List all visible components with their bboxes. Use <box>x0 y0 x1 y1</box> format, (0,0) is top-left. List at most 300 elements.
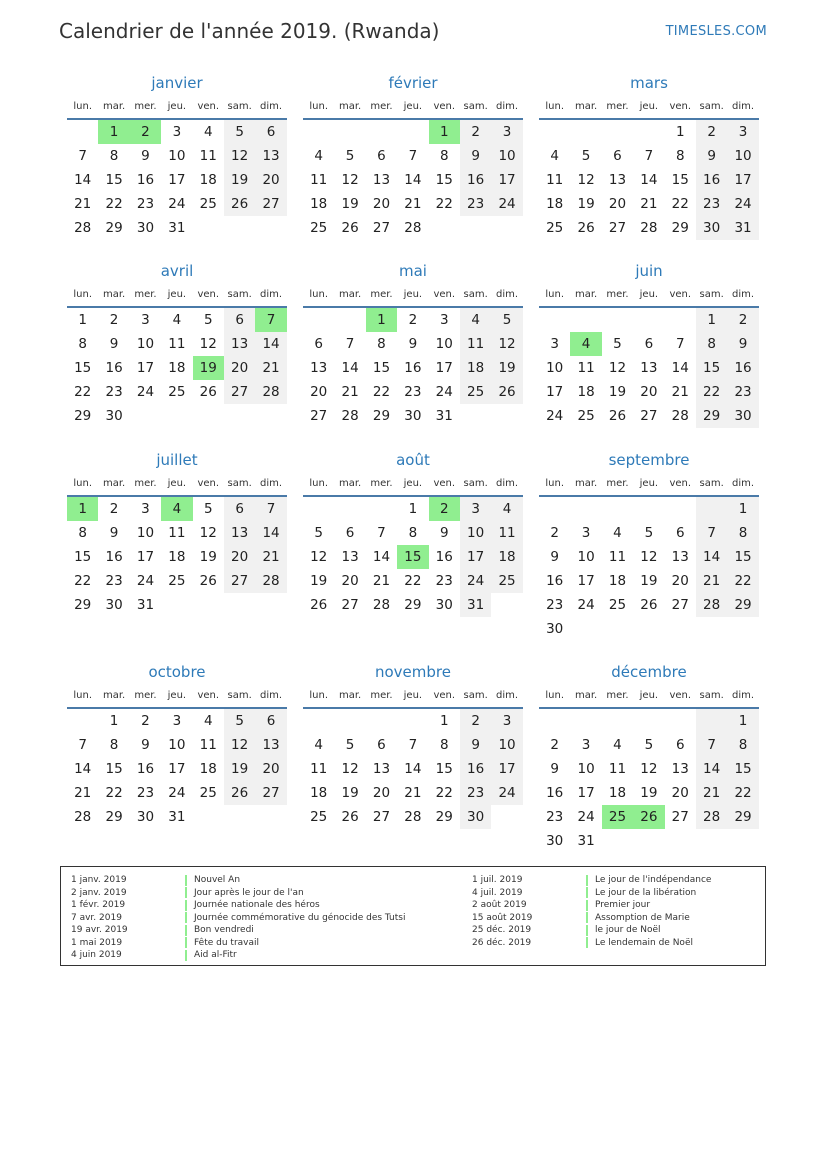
empty-day <box>696 709 727 733</box>
legend-row <box>71 949 405 962</box>
day: 28 <box>372 597 391 613</box>
day: 11 <box>199 737 217 753</box>
holiday-date: 15 août 2019 <box>472 912 533 923</box>
weekend-day: 19 <box>224 168 255 192</box>
weekend-day: 20 <box>255 168 286 192</box>
empty-day <box>193 805 224 829</box>
weekday-label: lun. <box>309 100 329 112</box>
legend-row <box>472 887 711 900</box>
weekend-day: 14 <box>255 332 286 356</box>
weekday-label: mar. <box>574 477 598 489</box>
day: 10 <box>435 336 453 352</box>
day: 31 <box>136 597 155 613</box>
day: 24 <box>168 785 186 801</box>
day: 21 <box>404 196 422 212</box>
empty-day <box>696 497 727 521</box>
day: 21 <box>341 384 359 400</box>
holiday-day: 2 <box>130 120 161 144</box>
weekend-day: 12 <box>224 144 255 168</box>
day: 29 <box>404 597 422 613</box>
day: 5 <box>345 148 355 164</box>
day: 20 <box>310 384 328 400</box>
day: 10 <box>577 761 595 777</box>
day: 9 <box>141 737 150 753</box>
weekday-label: ven. <box>433 689 456 701</box>
day: 6 <box>314 336 323 352</box>
empty-day <box>303 709 334 733</box>
day: 20 <box>372 785 391 801</box>
holiday-marker <box>586 900 588 911</box>
weekend-day: 3 <box>460 497 491 521</box>
weekend-day: 31 <box>727 216 758 240</box>
day: 5 <box>613 336 622 352</box>
day: 27 <box>608 220 627 236</box>
empty-day <box>255 216 286 240</box>
weekend-day: 5 <box>491 308 522 332</box>
day: 27 <box>671 809 689 825</box>
day: 3 <box>172 713 182 729</box>
weekday-label: jeu. <box>639 288 659 300</box>
weekday-label: lun. <box>545 689 565 701</box>
day: 11 <box>546 172 564 188</box>
day: 16 <box>404 360 422 376</box>
day: 8 <box>78 336 87 352</box>
day: 26 <box>577 220 595 236</box>
weekend-day: 13 <box>255 733 286 757</box>
weekend-day: 1 <box>727 709 758 733</box>
day: 10 <box>136 525 155 541</box>
day: 30 <box>404 408 422 424</box>
legend-column-right <box>472 874 711 949</box>
day: 17 <box>435 360 453 376</box>
holiday-day: 2 <box>429 497 460 521</box>
day: 3 <box>439 312 449 328</box>
day: 18 <box>546 196 564 212</box>
month-5 <box>539 260 759 428</box>
holiday-date: 25 déc. 2019 <box>472 925 532 936</box>
weekend-day: 21 <box>255 356 286 380</box>
weekend-day: 23 <box>727 380 758 404</box>
day: 25 <box>199 785 217 801</box>
brand-link[interactable]: TIMESLES.COM <box>665 24 767 39</box>
empty-day <box>665 497 696 521</box>
legend-row <box>472 937 711 950</box>
holiday-marker <box>185 875 187 886</box>
holiday-name: Bon vendredi <box>194 925 254 936</box>
day: 20 <box>640 384 658 400</box>
day: 13 <box>671 761 689 777</box>
holiday-day: 1 <box>429 120 460 144</box>
day: 13 <box>640 360 658 376</box>
day: 21 <box>74 196 92 212</box>
weekend-day: 23 <box>696 192 727 216</box>
empty-day <box>460 404 491 428</box>
empty-day <box>397 120 428 144</box>
weekend-day: 21 <box>696 781 727 805</box>
month-name: janvier <box>151 74 203 92</box>
holiday-name: Jour après le jour de l'an <box>194 887 304 898</box>
weekend-day: 17 <box>491 168 522 192</box>
holiday-name: Journée nationale des héros <box>194 900 320 911</box>
day: 15 <box>105 172 123 188</box>
day: 13 <box>341 549 359 565</box>
day: 28 <box>404 220 422 236</box>
day: 23 <box>136 785 155 801</box>
month-name: août <box>396 451 430 469</box>
month-name: juin <box>635 262 663 280</box>
month-name: juillet <box>156 451 198 469</box>
day: 7 <box>675 336 685 352</box>
day: 25 <box>608 597 627 613</box>
holiday-name: Assomption de Marie <box>595 912 690 923</box>
weekend-day: 14 <box>696 757 727 781</box>
day: 2 <box>109 501 119 517</box>
weekend-day: 10 <box>460 521 491 545</box>
weekend-day: 26 <box>491 380 522 404</box>
day: 1 <box>78 312 87 328</box>
day: 23 <box>136 196 155 212</box>
weekend-day: 5 <box>224 709 255 733</box>
day: 18 <box>608 573 627 589</box>
weekday-label: lun. <box>73 288 93 300</box>
weekend-day: 10 <box>727 144 758 168</box>
weekend-day: 11 <box>491 521 522 545</box>
weekday-label: lun. <box>309 477 329 489</box>
day: 8 <box>377 336 386 352</box>
holiday-date: 1 janv. 2019 <box>71 875 127 886</box>
day: 22 <box>105 196 123 212</box>
day: 16 <box>136 761 155 777</box>
weekday-label: sam. <box>463 100 488 112</box>
month-name: octobre <box>148 663 206 681</box>
weekend-day: 28 <box>696 805 727 829</box>
weekday-label: lun. <box>545 477 565 489</box>
weekday-label: dim. <box>260 477 283 489</box>
holiday-marker <box>586 925 588 936</box>
weekday-label: sam. <box>227 100 252 112</box>
day: 3 <box>550 336 559 352</box>
weekday-label: mar. <box>338 689 362 701</box>
month-name: avril <box>160 262 194 280</box>
day: 6 <box>345 525 355 541</box>
day: 20 <box>608 196 627 212</box>
holiday-legend <box>60 866 766 966</box>
day: 26 <box>341 809 359 825</box>
holiday-marker <box>185 887 187 898</box>
empty-day <box>491 805 522 829</box>
legend-column-left <box>71 874 405 962</box>
day: 2 <box>408 312 418 328</box>
weekday-label: mar. <box>338 100 362 112</box>
day: 14 <box>74 761 92 777</box>
day: 30 <box>546 833 564 849</box>
holiday-day: 15 <box>397 545 428 569</box>
day: 26 <box>608 408 627 424</box>
weekend-day: 29 <box>727 593 758 617</box>
empty-day <box>491 404 522 428</box>
weekday-label: lun. <box>73 100 93 112</box>
holiday-marker <box>185 925 187 936</box>
weekend-day: 14 <box>696 545 727 569</box>
weekday-label: ven. <box>669 100 692 112</box>
weekend-day: 2 <box>696 120 727 144</box>
weekend-day: 9 <box>696 144 727 168</box>
weekend-day: 16 <box>460 757 491 781</box>
weekday-header <box>303 282 523 308</box>
empty-day <box>460 216 491 240</box>
day: 25 <box>546 220 564 236</box>
weekend-day: 18 <box>491 545 522 569</box>
weekday-label: mer. <box>606 288 629 300</box>
weekday-label: sam. <box>227 689 252 701</box>
weekend-day: 24 <box>727 192 758 216</box>
day: 11 <box>168 525 186 541</box>
weekday-label: mer. <box>134 100 157 112</box>
day: 24 <box>577 597 595 613</box>
empty-day <box>224 216 255 240</box>
legend-row <box>71 887 405 900</box>
day: 11 <box>310 172 328 188</box>
weekend-day: 25 <box>460 380 491 404</box>
day: 18 <box>310 785 328 801</box>
empty-day <box>696 829 727 853</box>
weekday-label: jeu. <box>403 477 423 489</box>
month-3 <box>67 260 287 428</box>
day-grid <box>303 709 523 829</box>
day: 5 <box>203 312 213 328</box>
holiday-date: 4 juil. 2019 <box>472 887 523 898</box>
day: 18 <box>310 196 328 212</box>
weekday-label: sam. <box>227 288 252 300</box>
empty-day <box>665 709 696 733</box>
weekend-day: 18 <box>460 356 491 380</box>
day: 25 <box>577 408 595 424</box>
month-7 <box>303 449 523 617</box>
weekend-day: 13 <box>224 521 255 545</box>
holiday-marker <box>586 937 588 948</box>
weekday-label: dim. <box>732 100 755 112</box>
holiday-day: 1 <box>98 120 129 144</box>
day: 11 <box>310 761 328 777</box>
weekday-label: mar. <box>102 288 126 300</box>
weekday-label: dim. <box>496 477 519 489</box>
weekend-day: 28 <box>696 593 727 617</box>
empty-day <box>602 709 633 733</box>
weekend-day: 11 <box>460 332 491 356</box>
day: 24 <box>136 384 155 400</box>
weekend-day: 8 <box>727 733 758 757</box>
empty-day <box>334 497 365 521</box>
holiday-date: 2 août 2019 <box>472 900 527 911</box>
day: 5 <box>345 737 355 753</box>
day: 12 <box>199 525 217 541</box>
holiday-date: 2 janv. 2019 <box>71 887 127 898</box>
weekend-day: 14 <box>255 521 286 545</box>
empty-day <box>665 829 696 853</box>
empty-day <box>193 593 224 617</box>
weekday-label: dim. <box>260 100 283 112</box>
day: 20 <box>372 196 391 212</box>
holiday-day: 4 <box>161 497 192 521</box>
empty-day <box>429 216 460 240</box>
weekday-label: sam. <box>463 689 488 701</box>
day: 4 <box>203 124 213 140</box>
holiday-date: 4 juin 2019 <box>71 950 122 961</box>
day: 13 <box>372 761 391 777</box>
weekend-day: 6 <box>224 308 255 332</box>
empty-day <box>633 709 664 733</box>
weekend-day: 26 <box>224 192 255 216</box>
day: 24 <box>168 196 186 212</box>
weekday-label: sam. <box>699 288 724 300</box>
weekend-day: 9 <box>460 733 491 757</box>
empty-day <box>255 805 286 829</box>
month-name: février <box>388 74 438 92</box>
holiday-marker <box>185 912 187 923</box>
empty-day <box>397 709 428 733</box>
weekday-label: mer. <box>370 689 393 701</box>
day: 4 <box>613 525 622 541</box>
day: 10 <box>546 360 564 376</box>
day: 31 <box>168 809 186 825</box>
day: 18 <box>199 761 217 777</box>
empty-day <box>161 404 192 428</box>
empty-day <box>67 120 98 144</box>
weekday-label: mar. <box>574 288 598 300</box>
holiday-name: Le jour de l'indépendance <box>595 875 712 886</box>
day: 16 <box>435 549 453 565</box>
weekend-day: 25 <box>491 569 522 593</box>
weekday-header <box>539 683 759 709</box>
day: 8 <box>439 148 449 164</box>
day: 2 <box>550 525 559 541</box>
empty-day <box>255 593 286 617</box>
day: 9 <box>550 549 559 565</box>
weekend-day: 28 <box>255 569 286 593</box>
weekday-header <box>539 471 759 497</box>
weekday-label: dim. <box>496 689 519 701</box>
weekday-label: sam. <box>699 100 724 112</box>
day: 15 <box>74 360 92 376</box>
empty-day <box>334 308 365 332</box>
weekday-label: mar. <box>102 100 126 112</box>
weekday-label: dim. <box>496 288 519 300</box>
day: 16 <box>105 360 123 376</box>
day-grid <box>67 497 287 617</box>
day-grid <box>539 497 759 641</box>
day: 19 <box>608 384 627 400</box>
day: 18 <box>577 384 595 400</box>
weekend-day: 7 <box>696 733 727 757</box>
empty-day <box>366 709 397 733</box>
day: 19 <box>577 196 595 212</box>
day: 30 <box>136 809 155 825</box>
empty-day <box>696 617 727 641</box>
day: 17 <box>168 761 186 777</box>
weekend-day: 31 <box>460 593 491 617</box>
weekend-day: 15 <box>727 545 758 569</box>
weekend-day: 24 <box>491 192 522 216</box>
weekday-label: lun. <box>545 288 565 300</box>
weekday-label: mar. <box>338 477 362 489</box>
month-name: septembre <box>608 451 690 469</box>
day: 3 <box>141 501 150 517</box>
day: 19 <box>199 549 217 565</box>
day: 15 <box>74 549 92 565</box>
day: 25 <box>168 384 186 400</box>
day: 22 <box>671 196 689 212</box>
weekend-day: 29 <box>727 805 758 829</box>
weekday-label: dim. <box>732 477 755 489</box>
holiday-date: 7 avr. 2019 <box>71 912 122 923</box>
day: 12 <box>310 549 328 565</box>
day: 22 <box>404 573 422 589</box>
weekday-label: sam. <box>699 477 724 489</box>
day: 13 <box>372 172 391 188</box>
day: 18 <box>168 549 186 565</box>
day: 21 <box>640 196 658 212</box>
empty-day <box>224 805 255 829</box>
day: 23 <box>404 384 422 400</box>
day: 19 <box>341 196 359 212</box>
day: 22 <box>74 573 92 589</box>
day: 6 <box>675 525 685 541</box>
day: 15 <box>372 360 391 376</box>
holiday-name: le jour de Noël <box>595 925 661 936</box>
day: 12 <box>608 360 627 376</box>
day: 12 <box>640 549 658 565</box>
weekend-day: 2 <box>460 120 491 144</box>
day: 18 <box>608 785 627 801</box>
holiday-name: Aid al-Fitr <box>194 950 237 961</box>
empty-day <box>570 709 601 733</box>
weekend-day: 30 <box>727 404 758 428</box>
day-grid <box>67 120 287 240</box>
weekday-label: mer. <box>134 477 157 489</box>
legend-row <box>71 899 405 912</box>
day: 1 <box>109 713 119 729</box>
day: 28 <box>74 809 92 825</box>
day: 23 <box>435 573 453 589</box>
day: 14 <box>372 549 391 565</box>
day: 9 <box>141 148 150 164</box>
weekday-label: dim. <box>260 288 283 300</box>
weekday-label: jeu. <box>167 477 187 489</box>
day: 25 <box>310 809 328 825</box>
day: 12 <box>341 761 359 777</box>
day: 26 <box>341 220 359 236</box>
day-grid <box>539 120 759 240</box>
weekday-label: mar. <box>102 477 126 489</box>
day: 6 <box>613 148 622 164</box>
day: 11 <box>608 549 627 565</box>
day: 3 <box>581 525 591 541</box>
weekday-header <box>303 683 523 709</box>
day: 2 <box>141 713 150 729</box>
page-title: Calendrier de l'année 2019. (Rwanda) <box>59 19 440 43</box>
holiday-day: 19 <box>193 356 224 380</box>
day: 30 <box>105 597 123 613</box>
day: 4 <box>172 312 182 328</box>
day: 5 <box>314 525 323 541</box>
empty-day <box>303 120 334 144</box>
empty-day <box>633 497 664 521</box>
month-name: décembre <box>611 663 687 681</box>
day: 9 <box>439 525 449 541</box>
day: 30 <box>105 408 123 424</box>
day: 14 <box>404 172 422 188</box>
weekend-day: 1 <box>696 308 727 332</box>
